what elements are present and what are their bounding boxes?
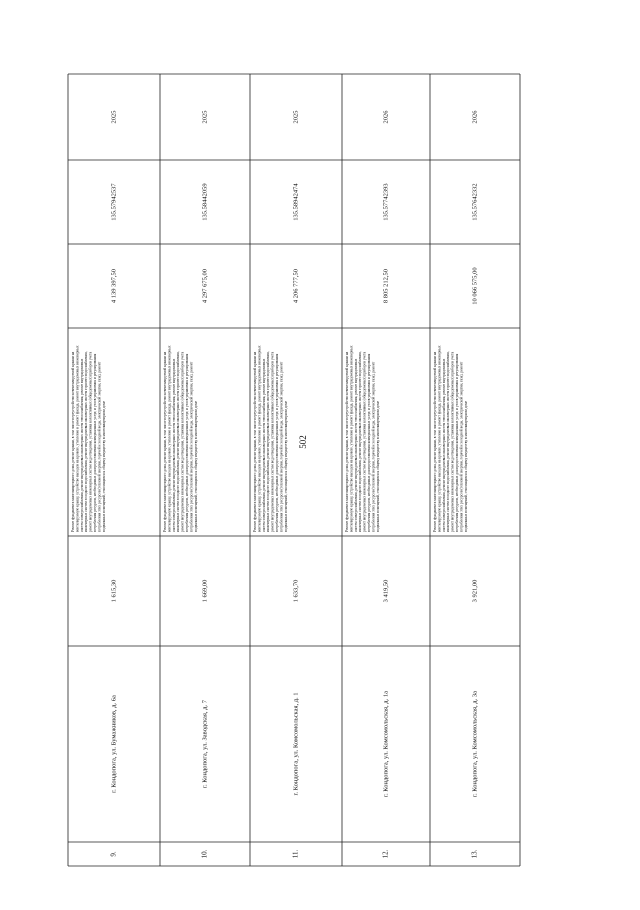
row-cadastral: 135.58442059	[201, 183, 209, 221]
row-address: г. Кондопога, ул. Заводская, д. 7	[201, 700, 209, 788]
row-works: Ремонт фундамента многоквартирного дома, ремонт крыши, в том числе переустройство невентилируемой крыши навентилируемую крышу, устройство выходов на кровлю, утепление и ремонт фасада, ремонт внутридомовых инженерныхсистем электроснабжения, ремонт внутридомовых инженерных систем теплоснабжения, ремонт внутридомовыхинженерных систем холодного водоснабжения, ремонт внутридомовых инженерных систем горячего водоснабжения,ремонт внутридомовых инженерных систем водоотведения, установка коллективных (общедомовых) приборов учетапотребления ресурсов, необходимых для предоставления коммунальных услуг, и узлов управления и регулированияпотребления этих ресурсов (тепловой энергии, горячей и холодной воды, электрической энергии, газа), ремонтподвальных помещений, относящихся к общему имуществу в многоквартирном доме	[345, 345, 380, 532]
row-address: г. Кондопога, ул. Комсомольская, д. 1	[292, 692, 300, 796]
row-number: 11.	[291, 849, 300, 859]
row-year: 2025	[292, 110, 300, 124]
row-cost: 4 139 397,50	[110, 268, 118, 304]
row-works: Ремонт фундамента многоквартирного дома, ремонт крыши, в том числе переустройство невентилируемой крыши навентилируемую крышу, устройство выходов на кровлю, утепление и ремонт фасада, ремонт внутридомовых инженерныхсистем электроснабжения, ремонт внутридомовых инженерных систем теплоснабжения, ремонт внутридомовыхинженерных систем холодного водоснабжения, ремонт внутридомовых инженерных систем горячего водоснабжения,ремонт внутридомовых инженерных систем водоотведения, установка коллективных (общедомовых) приборов учетапотребления ресурсов, необходимых для предоставления коммунальных услуг, и узлов управления и регулированияпотребления этих ресурсов (тепловой энергии, горячей и холодной воды, электрической энергии, газа), ремонтподвальных помещений, относящихся к общему имуществу в многоквартирном доме	[433, 345, 468, 532]
row-cost: 4 206 777,50	[292, 268, 300, 304]
row-number: 10.	[200, 849, 209, 859]
row-area: 3 419,50	[382, 579, 390, 603]
row-cadastral: 135.58942474	[292, 183, 300, 221]
row-area: 1 669,00	[201, 579, 209, 603]
row-area: 1 615,30	[110, 579, 118, 603]
row-cadastral: 135.57942537	[110, 183, 118, 221]
row-year: 2025	[110, 110, 118, 124]
row-number: 13.	[470, 849, 479, 859]
row-address: г. Кондопога, ул. Комсомольская, д. 3а	[471, 691, 479, 797]
row-address: г. Кондопога, ул. Комсомольская, д. 1а	[382, 691, 390, 797]
row-year: 2026	[382, 110, 390, 124]
page-number: 502	[297, 435, 308, 449]
row-cost: 4 297 675,00	[201, 268, 209, 304]
row-year: 2026	[471, 110, 479, 124]
row-cost: 8 805 212,50	[382, 268, 390, 304]
row-cadastral: 135.57742393	[382, 183, 390, 221]
row-works: Ремонт фундамента многоквартирного дома, ремонт крыши, в том числе переустройство невентилируемой крыши навентилируемую крышу, устройство выходов на кровлю, утепление и ремонт фасада, ремонт внутридомовых инженерныхсистем электроснабжения, ремонт внутридомовых инженерных систем теплоснабжения, ремонт внутридомовыхинженерных систем холодного водоснабжения, ремонт внутридомовых инженерных систем горячего водоснабжения,ремонт внутридомовых инженерных систем водоотведения, установка коллективных (общедомовых) приборов учетапотребления ресурсов, необходимых для предоставления коммунальных услуг, и узлов управления и регулированияпотребления этих ресурсов (тепловой энергии, горячей и холодной воды, электрической энергии, газа), ремонтподвальных помещений, относящихся к общему имуществу в многоквартирном доме	[71, 345, 106, 532]
row-number: 9.	[109, 851, 118, 857]
row-year: 2025	[201, 110, 209, 124]
row-cost: 10 066 575,00	[471, 267, 479, 305]
row-works: Ремонт фундамента многоквартирного дома, ремонт крыши, в том числе переустройство невентилируемой крыши навентилируемую крышу, устройство выходов на кровлю, утепление и ремонт фасада, ремонт внутридомовых инженерныхсистем электроснабжения, ремонт внутридомовых инженерных систем теплоснабжения, ремонт внутридомовыхинженерных систем холодного водоснабжения, ремонт внутридомовых инженерных систем горячего водоснабжения,ремонт внутридомовых инженерных систем водоотведения, установка коллективных (общедомовых) приборов учетапотребления ресурсов, необходимых для предоставления коммунальных услуг, и узлов управления и регулированияпотребления этих ресурсов (тепловой энергии, горячей и холодной воды, электрической энергии, газа), ремонтподвальных помещений, относящихся к общему имуществу в многоквартирном доме	[163, 345, 198, 532]
row-number: 12.	[381, 849, 390, 859]
row-address: г. Кондопога, ул. Бумажников, д. 6а	[110, 695, 118, 793]
row-works: Ремонт фундамента многоквартирного дома, ремонт крыши, в том числе переустройство невентилируемой крыши навентилируемую крышу, устройство выходов на кровлю, утепление и ремонт фасада, ремонт внутридомовых инженерныхсистем электроснабжения, ремонт внутридомовых инженерных систем теплоснабжения, ремонт внутридомовыхинженерных систем холодного водоснабжения, ремонт внутридомовых инженерных систем горячего водоснабжения,ремонт внутридомовых инженерных систем водоотведения, установка коллективных (общедомовых) приборов учетапотребления ресурсов, необходимых для предоставления коммунальных услуг, и узлов управления и регулированияпотребления этих ресурсов (тепловой энергии, горячей и холодной воды, электрической энергии, газа), ремонтподвальных помещений, относящихся к общему имуществу в многоквартирном доме	[253, 345, 288, 532]
row-area: 1 633,70	[292, 579, 300, 603]
row-cadastral: 135.57642332	[471, 183, 479, 221]
row-area: 3 921,00	[471, 579, 479, 603]
